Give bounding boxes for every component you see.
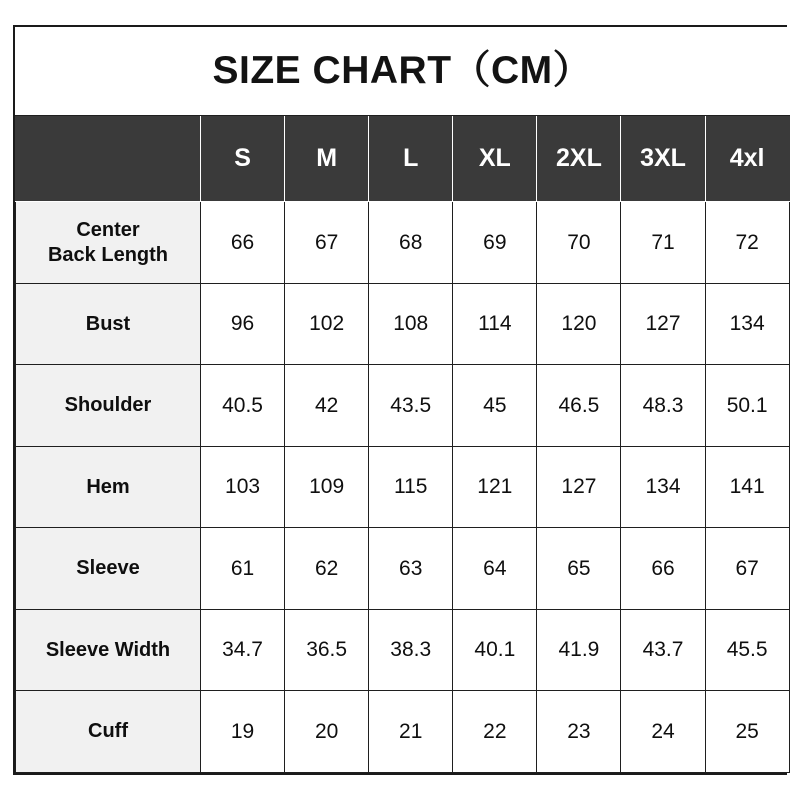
cell-sleeve-width-s: 34.7 xyxy=(201,609,285,691)
chart-title-row xyxy=(16,27,790,115)
row-label-line: Sleeve Width xyxy=(45,638,171,661)
column-header-xl: XL xyxy=(453,115,537,202)
row-label-line: Cuff xyxy=(88,720,128,743)
cell-hem-l: 115 xyxy=(369,446,453,528)
table-row xyxy=(16,609,790,691)
cell-shoulder-s: 40.5 xyxy=(201,365,285,447)
cell-sleeve-l: 63 xyxy=(369,528,453,610)
column-header-m: M xyxy=(285,115,369,202)
column-header-4xl: 4xl xyxy=(705,115,789,202)
cell-center-back-length-4xl: 72 xyxy=(705,202,789,284)
cell-sleeve-width-m: 36.5 xyxy=(285,609,369,691)
row-label-line: Center xyxy=(76,218,140,241)
cell-shoulder-m: 42 xyxy=(285,365,369,447)
column-header-l: L xyxy=(369,115,453,202)
cell-hem-4xl: 141 xyxy=(705,446,789,528)
page-title: SIZE CHART（CM） xyxy=(212,49,593,93)
cell-center-back-length-2xl: 70 xyxy=(537,202,621,284)
table-row xyxy=(16,446,790,528)
cell-sleeve-m: 62 xyxy=(285,528,369,610)
row-label-sleeve xyxy=(16,528,201,610)
cell-cuff-4xl: 25 xyxy=(705,691,789,773)
cell-bust-2xl: 120 xyxy=(537,283,621,365)
cell-cuff-s: 19 xyxy=(201,691,285,773)
table-row xyxy=(16,283,790,365)
cell-bust-4xl: 134 xyxy=(705,283,789,365)
cell-cuff-xl: 22 xyxy=(453,691,537,773)
row-label-bust xyxy=(16,283,201,365)
cell-cuff-l: 21 xyxy=(369,691,453,773)
row-label-line: Shoulder xyxy=(64,394,152,417)
row-label-sleeve-width xyxy=(16,609,201,691)
row-label-center-back-length xyxy=(16,202,201,284)
cell-shoulder-3xl: 48.3 xyxy=(621,365,705,447)
chart-title-cell xyxy=(16,27,790,115)
row-label-hem xyxy=(16,446,201,528)
cell-sleeve-width-l: 38.3 xyxy=(369,609,453,691)
cell-shoulder-2xl: 46.5 xyxy=(537,365,621,447)
cell-bust-3xl: 127 xyxy=(621,283,705,365)
cell-cuff-2xl: 23 xyxy=(537,691,621,773)
cell-center-back-length-m: 67 xyxy=(285,202,369,284)
cell-center-back-length-s: 66 xyxy=(201,202,285,284)
cell-hem-2xl: 127 xyxy=(537,446,621,528)
cell-hem-s: 103 xyxy=(201,446,285,528)
cell-center-back-length-xl: 69 xyxy=(453,202,537,284)
row-label-line: Bust xyxy=(85,312,131,335)
cell-shoulder-xl: 45 xyxy=(453,365,537,447)
column-header-3xl: 3XL xyxy=(621,115,705,202)
column-header-measurement xyxy=(16,115,201,202)
column-header-s: S xyxy=(201,115,285,202)
size-chart-container xyxy=(13,25,787,775)
cell-hem-xl: 121 xyxy=(453,446,537,528)
cell-bust-m: 102 xyxy=(285,283,369,365)
cell-sleeve-2xl: 65 xyxy=(537,528,621,610)
cell-bust-l: 108 xyxy=(369,283,453,365)
cell-sleeve-width-3xl: 43.7 xyxy=(621,609,705,691)
cell-sleeve-width-4xl: 45.5 xyxy=(705,609,789,691)
cell-sleeve-xl: 64 xyxy=(453,528,537,610)
cell-shoulder-l: 43.5 xyxy=(369,365,453,447)
table-row xyxy=(16,365,790,447)
cell-hem-m: 109 xyxy=(285,446,369,528)
table-row xyxy=(16,202,790,284)
row-label-line: Back Length xyxy=(47,243,169,266)
cell-sleeve-width-xl: 40.1 xyxy=(453,609,537,691)
column-header-2xl: 2XL xyxy=(537,115,621,202)
cell-shoulder-4xl: 50.1 xyxy=(705,365,789,447)
size-chart-table xyxy=(15,27,790,773)
row-label-shoulder xyxy=(16,365,201,447)
cell-bust-s: 96 xyxy=(201,283,285,365)
table-row xyxy=(16,528,790,610)
row-label-line: Sleeve xyxy=(76,557,140,580)
cell-sleeve-3xl: 66 xyxy=(621,528,705,610)
cell-cuff-3xl: 24 xyxy=(621,691,705,773)
table-header-row xyxy=(16,115,790,202)
row-label-cuff xyxy=(16,691,201,773)
cell-center-back-length-l: 68 xyxy=(369,202,453,284)
row-label-line: Hem xyxy=(86,475,130,498)
table-row xyxy=(16,691,790,773)
cell-center-back-length-3xl: 71 xyxy=(621,202,705,284)
cell-sleeve-width-2xl: 41.9 xyxy=(537,609,621,691)
cell-hem-3xl: 134 xyxy=(621,446,705,528)
cell-cuff-m: 20 xyxy=(285,691,369,773)
cell-sleeve-4xl: 67 xyxy=(705,528,789,610)
cell-sleeve-s: 61 xyxy=(201,528,285,610)
cell-bust-xl: 114 xyxy=(453,283,537,365)
